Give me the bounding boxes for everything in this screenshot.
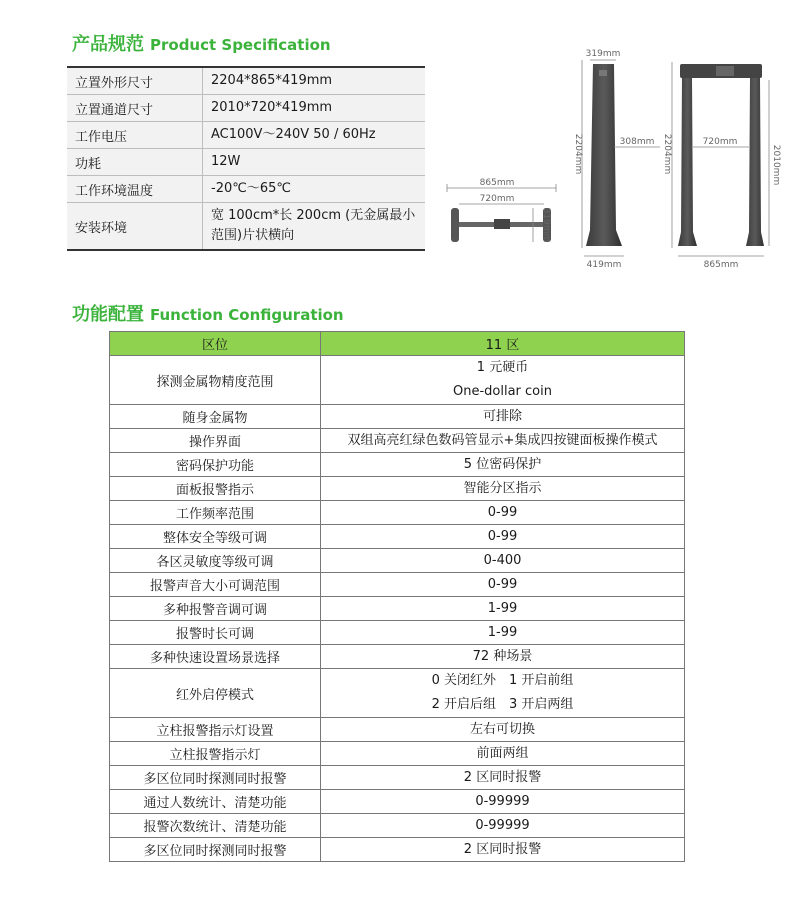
spec-value: AC100V～240V 50 / 60Hz [203, 122, 426, 149]
func-row [110, 669, 685, 718]
func-key: 探测金属物精度范围 [110, 356, 321, 405]
func-value: 0-99 [321, 501, 685, 525]
front-view-drawing [662, 62, 781, 270]
spec-value-line: 宽 100cm*长 200cm (无金属最小 [211, 208, 416, 223]
dim-top-depth: 319mm [541, 207, 551, 243]
func-value: 0-99 [321, 525, 685, 549]
func-key: 工作频率范围 [110, 501, 321, 525]
func-title-cn: 功能配置 [72, 304, 144, 325]
func-key: 立柱报警指示灯设置 [110, 718, 321, 742]
func-value: 1-99 [321, 597, 685, 621]
func-row [110, 645, 685, 669]
func-value-line: 2 开启后组 3 开启两组 [431, 697, 574, 712]
func-value: 0-99999 [321, 790, 685, 814]
dim-side-height: 2204mm [573, 133, 583, 175]
func-key: 面板报警指示 [110, 477, 321, 501]
dim-front-height: 2204mm [662, 133, 672, 175]
func-row [110, 790, 685, 814]
func-value: 智能分区指示 [321, 477, 685, 501]
func-key: 密码保护功能 [110, 453, 321, 477]
dim-side-bottom: 419mm [586, 260, 622, 270]
spec-value: 12W [203, 149, 426, 176]
func-row [110, 766, 685, 790]
func-key: 随身金属物 [110, 405, 321, 429]
spec-value-line: 范围)片状横向 [211, 228, 295, 243]
func-key: 多区位同时探测同时报警 [110, 766, 321, 790]
func-key: 操作界面 [110, 429, 321, 453]
func-row [110, 814, 685, 838]
func-row [110, 597, 685, 621]
dim-top-inner: 720mm [479, 194, 515, 204]
func-value: 前面两组 [321, 742, 685, 766]
top-view-drawing [447, 178, 556, 242]
dim-side-inner: 308mm [619, 137, 655, 147]
func-key: 通过人数统计、清楚功能 [110, 790, 321, 814]
func-row [110, 573, 685, 597]
func-key: 报警次数统计、清楚功能 [110, 814, 321, 838]
func-row [110, 501, 685, 525]
func-key: 报警声音大小可调范围 [110, 573, 321, 597]
func-key: 整体安全等级可调 [110, 525, 321, 549]
func-key: 报警时长可调 [110, 621, 321, 645]
func-key: 红外启停模式 [110, 669, 321, 718]
func-value: 1-99 [321, 621, 685, 645]
func-value: 0-99999 [321, 814, 685, 838]
spec-value: 2010*720*419mm [203, 95, 426, 122]
func-value: 0-400 [321, 549, 685, 573]
func-value-line: One-dollar coin [453, 384, 552, 399]
dim-front-inner-height: 2010mm [771, 144, 781, 186]
spec-key: 工作环境温度 [67, 176, 203, 203]
func-value: 2 区同时报警 [321, 838, 685, 862]
dim-side-top: 319mm [585, 49, 621, 59]
func-row [110, 742, 685, 766]
func-value-line: 0 关闭红外 1 开启前组 [431, 673, 574, 688]
func-value-line: 1 元硬币 [476, 360, 529, 375]
func-row [110, 405, 685, 429]
dim-front-inner: 720mm [702, 137, 738, 147]
func-value [321, 356, 685, 405]
spec-key: 功耗 [67, 149, 203, 176]
func-row [110, 356, 685, 405]
func-row [110, 429, 685, 453]
func-key: 立柱报警指示灯 [110, 742, 321, 766]
func-key: 多区位同时探测同时报警 [110, 838, 321, 862]
spec-title-cn: 产品规范 [72, 34, 144, 55]
func-row [110, 477, 685, 501]
func-section-title [72, 300, 344, 326]
func-value: 72 种场景 [321, 645, 685, 669]
func-row [110, 718, 685, 742]
func-header-row [110, 332, 685, 356]
func-key: 多种报警音调可调 [110, 597, 321, 621]
spec-key: 工作电压 [67, 122, 203, 149]
spec-key: 安装环境 [67, 203, 203, 251]
func-table [109, 331, 685, 862]
func-header-value: 11 区 [321, 332, 685, 356]
func-row [110, 525, 685, 549]
func-key: 多种快速设置场景选择 [110, 645, 321, 669]
func-row [110, 838, 685, 862]
func-value [321, 669, 685, 718]
func-value: 双组高亮红绿色数码管显示+集成四按键面板操作模式 [321, 429, 685, 453]
dim-top-width: 865mm [479, 178, 515, 188]
func-row [110, 621, 685, 645]
dim-front-bottom: 865mm [703, 260, 739, 270]
func-value: 0-99 [321, 573, 685, 597]
func-title-en: Function Configuration [150, 306, 344, 324]
side-view-drawing [573, 49, 660, 270]
spec-value: -20℃～65℃ [203, 176, 426, 203]
func-key: 各区灵敏度等级可调 [110, 549, 321, 573]
spec-key: 立置通道尺寸 [67, 95, 203, 122]
spec-value: 2204*865*419mm [203, 67, 426, 95]
spec-title-en: Product Specification [150, 36, 331, 54]
func-row [110, 549, 685, 573]
func-row [110, 453, 685, 477]
func-header-key: 区位 [110, 332, 321, 356]
func-value: 可排除 [321, 405, 685, 429]
func-value: 左右可切换 [321, 718, 685, 742]
spec-key: 立置外形尺寸 [67, 67, 203, 95]
func-value: 5 位密码保护 [321, 453, 685, 477]
product-drawings [0, 0, 794, 300]
func-value: 2 区同时报警 [321, 766, 685, 790]
